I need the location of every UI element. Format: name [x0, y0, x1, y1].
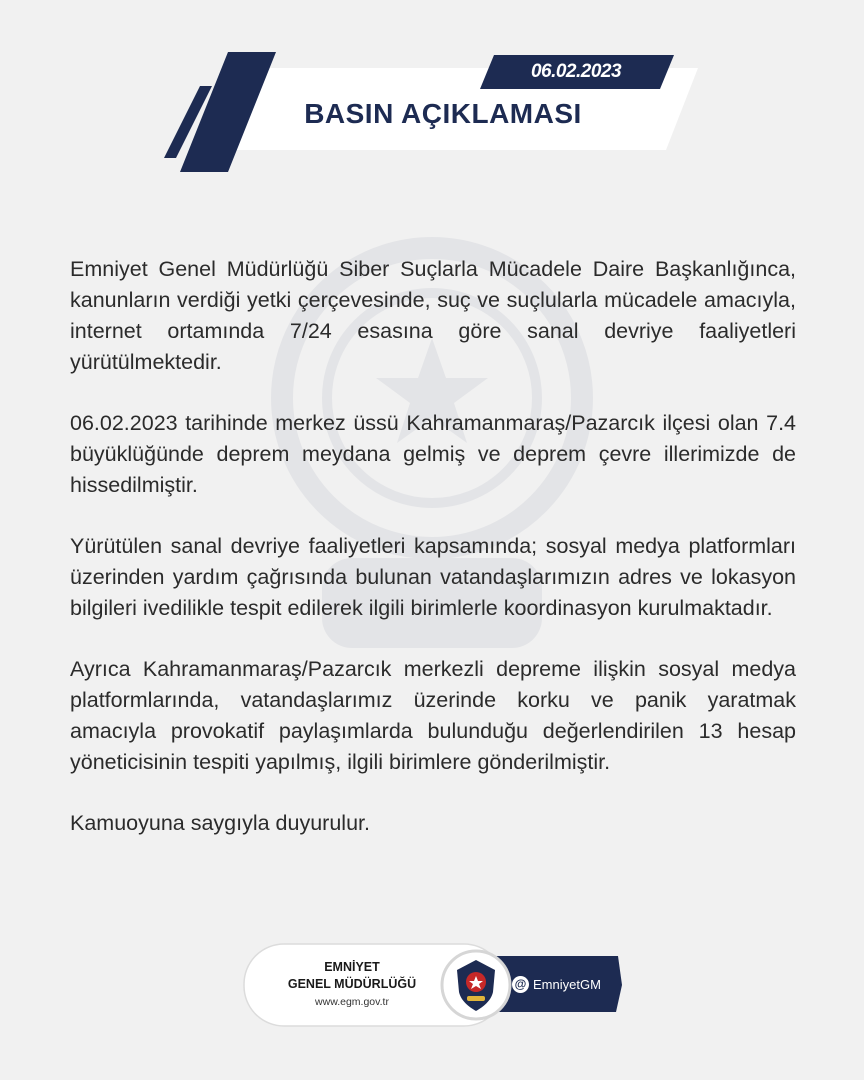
paragraph: Ayrıca Kahramanmaraş/Pazarcık merkezli depreme ilişkin sosyal medya platformlarında, vatandaşlarımız üzerinde korku ve panik yaratmak amacıyla provokatif paylaşımlarda bulunduğu değerlendirilen 13 hesap yöneticisinin tespiti yapılmış, ilgili birimlere gönderilmiştir. — [70, 657, 796, 774]
paragraph: 06.02.2023 tarihinde merkez üssü Kahramanmaraş/Pazarcık ilçesi olan 7.4 büyüklüğünde deprem meydana gelmiş ve deprem çevre illerimizde de hissedilmiştir. — [70, 411, 796, 497]
paragraph: Yürütülen sanal devriye faaliyetleri kapsamında; sosyal medya platformları üzerinden yardım çağrısında bulunan vatandaşlarımızın adres ve lokasyon bilgileri ivedilikle tespit edilerek ilgili birimlerle koordinasyon kurulmaktadır. — [70, 534, 796, 620]
press-release-body — [70, 254, 796, 869]
social-handle[interactable] — [512, 971, 601, 997]
handle-label: EmniyetGM — [533, 976, 601, 992]
at-sign-icon: @ — [512, 976, 529, 993]
closing-line: Kamuoyuna saygıyla duyurulur. — [70, 811, 370, 835]
page-title: BASIN AÇIKLAMASI — [304, 98, 582, 129]
paragraph: Emniyet Genel Müdürlüğü Siber Suçlarla Mücadele Daire Başkanlığınca, kanunların verdiği yetki çerçevesinde, suç ve suçlularla mücadele amacıyla, internet ortamında 7/24 esasına göre sanal devriye faaliyetleri yürütülmektedir. — [70, 257, 796, 374]
date-label: 06.02.2023 — [530, 61, 622, 82]
org-name-line1: EMNİYET — [324, 960, 380, 974]
org-name-line2: GENEL MÜDÜRLÜĞÜ — [287, 977, 417, 991]
website-link[interactable]: www.egm.gov.tr — [315, 996, 389, 1008]
